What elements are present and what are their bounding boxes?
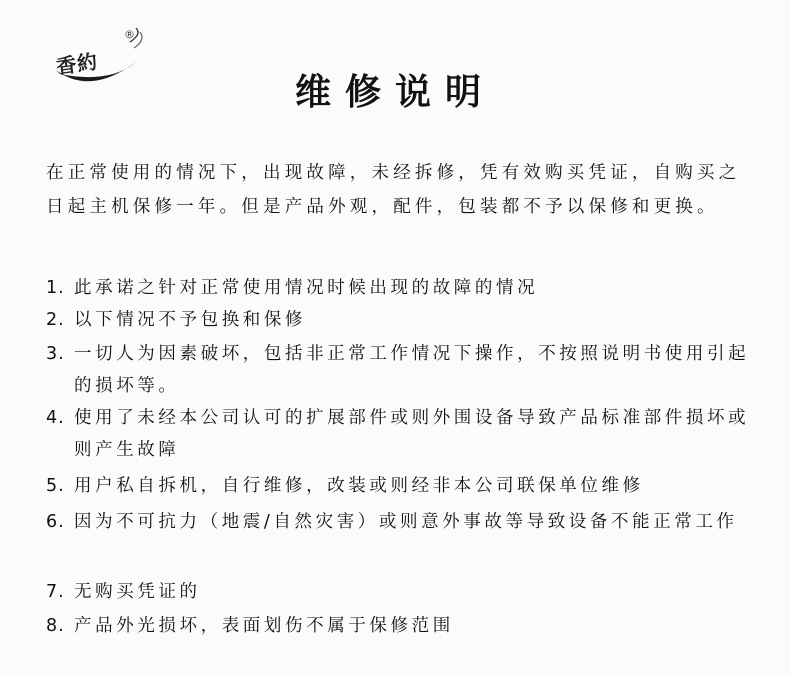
exclusion-list: [46, 272, 758, 642]
list-item: [46, 576, 758, 610]
list-item: [46, 504, 758, 576]
list-item: [46, 304, 758, 338]
list-item: [46, 402, 758, 470]
list-item: [46, 610, 758, 642]
list-item-number: 1.: [46, 278, 65, 298]
list-item: [46, 272, 758, 304]
list-item-number: 5.: [46, 476, 65, 496]
list-item-text: 一切人为因素破坏，包括非正常工作情况下操作，不按照说明书使用引起的损坏等。: [74, 344, 750, 396]
list-item-text: 此承诺之针对正常使用情况时候出现的故障的情况: [74, 278, 539, 298]
page-title: 维修说明: [294, 71, 495, 113]
list-item-number: 6.: [46, 512, 65, 532]
registered-mark: ®: [124, 28, 135, 41]
list-item-text: 因为不可抗力（地震/自然灾害）或则意外事故等导致设备不能正常工作: [74, 512, 738, 532]
list-item-text: 无购买凭证的: [74, 582, 201, 602]
list-item-number: 4.: [46, 408, 65, 428]
list-item-number: 8.: [46, 616, 65, 636]
list-item-number: 2.: [46, 310, 65, 330]
warranty-intro: 在正常使用的情况下，出现故障，未经拆修，凭有效购买凭证，自购买之日起主机保修一年。但是产品外观，配件，包装都不予以保修和更换。: [46, 163, 741, 217]
list-item-number: 3.: [46, 344, 65, 364]
list-item-number: 7.: [46, 582, 65, 602]
list-item: [46, 338, 758, 402]
list-item-text: 以下情况不予包换和保修: [74, 310, 307, 330]
list-item: [46, 470, 758, 504]
list-item-text: 用户私自拆机，自行维修，改装或则经非本公司联保单位维修: [74, 476, 644, 496]
list-item-text: 产品外光损坏，表面划伤不属于保修范围: [74, 616, 454, 636]
list-item-text: 使用了未经本公司认可的扩展部件或则外围设备导致产品标准部件损坏或则产生故障: [74, 408, 750, 460]
logo-brand-text: 香約: [54, 49, 100, 79]
